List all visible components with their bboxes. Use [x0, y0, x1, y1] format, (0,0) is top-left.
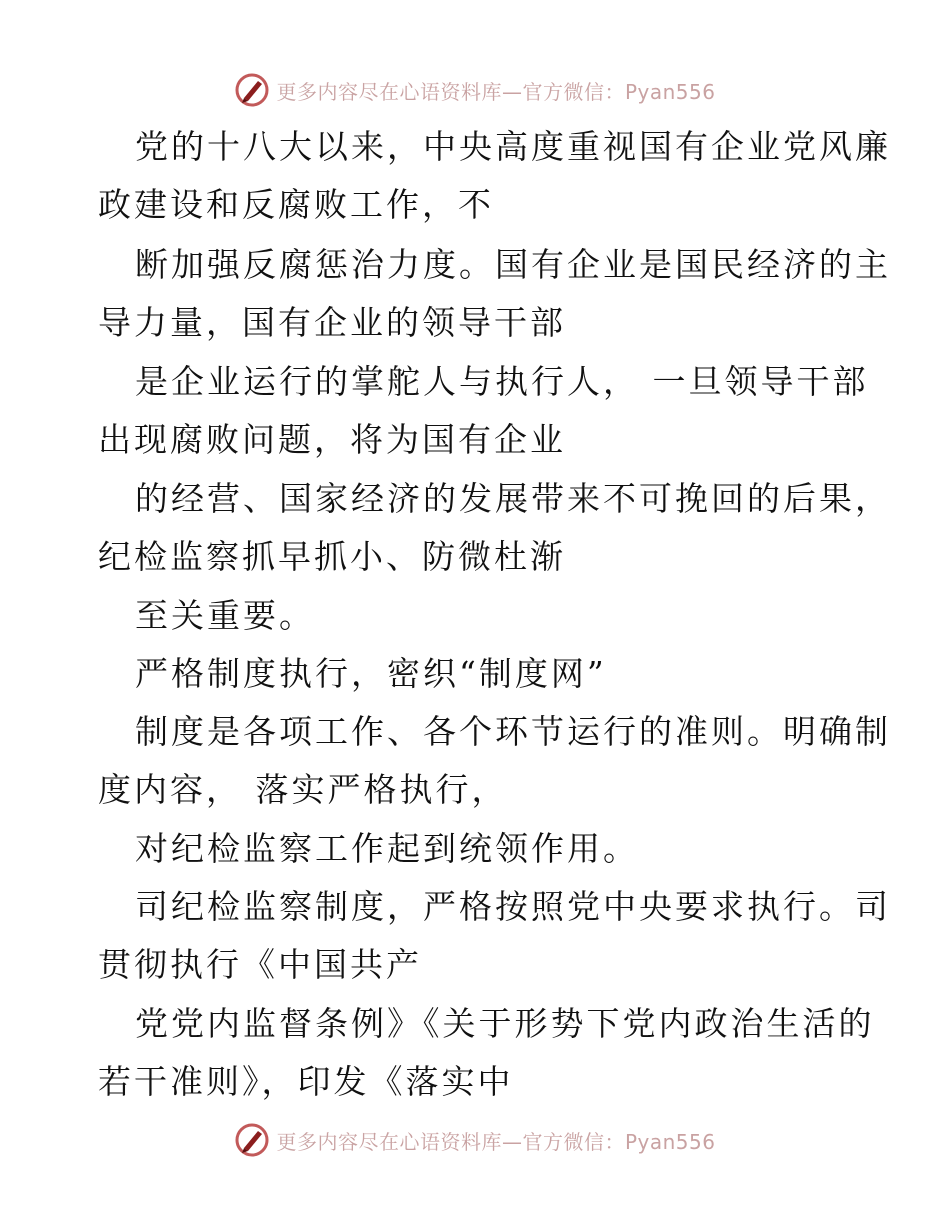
text-line: 是企业运行的掌舵人与执行人， 一旦领导干部	[135, 362, 869, 401]
text-line: 制度是各项工作、各个环节运行的准则。明确制	[135, 712, 891, 751]
footer-watermark	[0, 1120, 950, 1160]
paragraph	[0, 820, 950, 878]
text-line: 度内容， 落实严格执行，	[98, 770, 508, 809]
paragraph	[0, 236, 950, 352]
paragraph	[0, 353, 950, 469]
text-line: 党党内监督条例》《关于形势下党内政治生活的	[135, 1004, 875, 1043]
paragraph	[0, 703, 950, 819]
text-line: 出现腐败问题，将为国有企业	[98, 420, 566, 459]
text-line: 政建设和反腐败工作，不	[98, 185, 494, 224]
text-line: 至关重要。	[135, 596, 315, 635]
text-line: 纪检监察抓早抓小、防微杜渐	[98, 537, 566, 576]
paragraph	[0, 118, 950, 234]
header-watermark	[0, 70, 950, 110]
paragraph	[0, 587, 950, 645]
paragraph	[0, 995, 950, 1111]
footer-watermark-text: 更多内容尽在心语资料库—官方微信：Pyan556	[276, 1129, 716, 1154]
text-line: 贯彻执行《中国共产	[98, 945, 422, 984]
header-watermark-text: 更多内容尽在心语资料库—官方微信：Pyan556	[276, 79, 716, 104]
text-line: 断加强反腐惩治力度。国有企业是国民经济的主	[135, 245, 891, 284]
pen-logo-icon	[234, 1122, 270, 1158]
section-heading	[0, 645, 950, 703]
text-line: 导力量，国有企业的领导干部	[98, 303, 566, 342]
paragraph	[0, 470, 950, 586]
pen-logo-icon	[234, 72, 270, 108]
text-line: 司纪检监察制度，严格按照党中央要求执行。司	[135, 887, 891, 926]
text-line: 对纪检监察工作起到统领作用。	[135, 829, 639, 868]
text-line: 若干准则》，印发《落实中	[98, 1062, 514, 1101]
text-line: 党的十八大以来，中央高度重视国有企业党风廉	[135, 127, 891, 166]
text-line: 的经营、国家经济的发展带来不可挽回的后果，	[135, 479, 891, 518]
text-line: 严格制度执行，密织“制度网”	[135, 654, 607, 693]
paragraph	[0, 878, 950, 994]
